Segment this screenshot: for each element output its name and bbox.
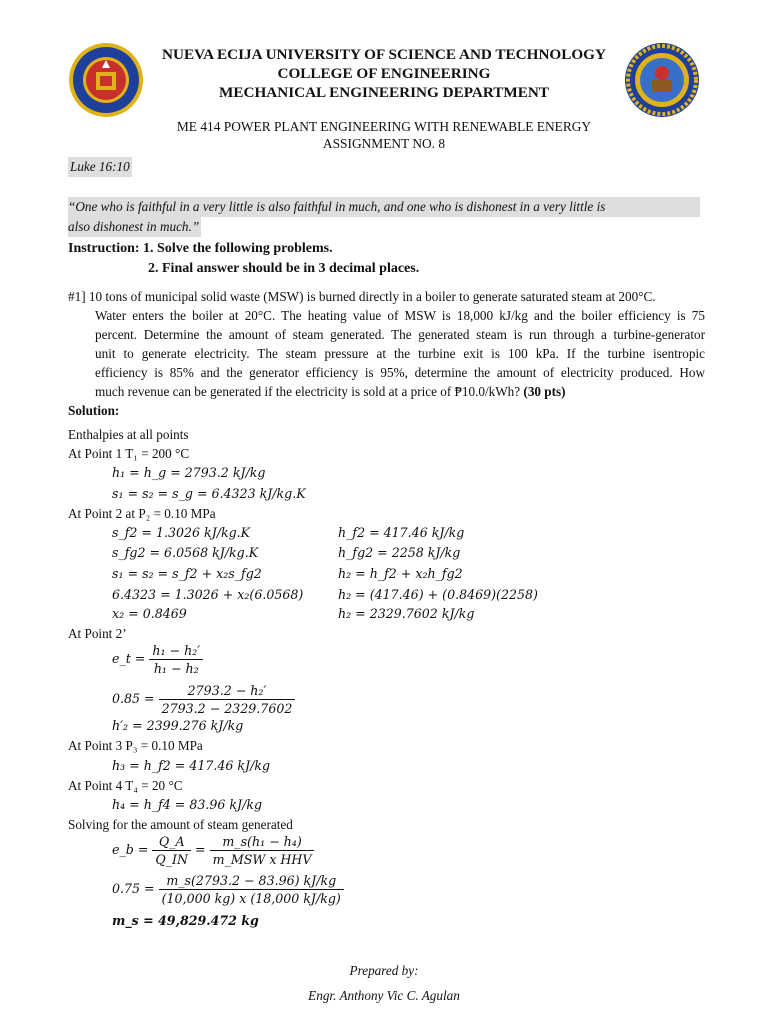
eq-h4: h₄ = h_f4 = 83.96 kJ/kg: [112, 797, 263, 812]
problem-line-3: percent. Determine the amount of steam generated. The generated steam is run through a turbine-generator: [95, 327, 705, 342]
preparer-name: Engr. Anthony Vic C. Agulan: [308, 988, 460, 1003]
eq-s-relation: s₁ = s₂ = s_f2 + x₂s_fg2: [112, 566, 262, 581]
point-3-heading: At Point 3 P₃ = 0.10 MPa: [68, 738, 203, 753]
verse-reference: Luke 16:10: [68, 157, 132, 177]
verse-line-1: “One who is faithful in a very little is also faithful in much, and one who is dishonest in a very little is: [68, 197, 700, 217]
eb-equals: =: [195, 842, 206, 857]
university-name: NUEVA ECIJA UNIVERSITY OF SCIENCE AND TECHNOLOGY: [162, 46, 606, 63]
eb-denominator-1: Q_IN: [155, 852, 189, 867]
department-name: MECHANICAL ENGINEERING DEPARTMENT: [219, 84, 549, 101]
eq-sf2: s_f2 = 1.3026 kJ/kg.K: [112, 525, 251, 540]
eq-turbine-efficiency: [112, 642, 203, 677]
eb-lhs: e_b =: [112, 842, 149, 857]
college-name: COLLEGE OF ENGINEERING: [277, 65, 491, 82]
course-title: ME 414 POWER PLANT ENGINEERING WITH RENEWABLE ENERGY: [176, 119, 592, 134]
problem-line-4: unit to generate electricity. The steam pressure at the turbine exit is 100 kPa. If the turbine isentropic: [95, 346, 705, 361]
problem-line-2: Water enters the boiler at 20°C. The heating value of MSW is 18,000 kJ/kg and the boiler efficiency is 75: [95, 308, 705, 323]
eq-sfg2: s_fg2 = 6.0568 kJ/kg.K: [112, 545, 259, 560]
problem-points: (30 pts): [523, 384, 566, 399]
point-4-heading: At Point 4 T₄ = 20 °C: [68, 778, 183, 793]
et2-lhs: 0.85 =: [112, 691, 155, 706]
et-lhs: e_t =: [112, 651, 146, 666]
enthalpies-heading: Enthalpies at all points: [68, 427, 189, 442]
eq-h2: h₂ = 2329.7602 kJ/kg: [338, 606, 475, 621]
problem-line-6-text: much revenue can be generated if the electricity is sold at a price of ₱10.0/kWh?: [95, 384, 521, 399]
eq-h-relation: h₂ = h_f2 + x₂h_fg2: [338, 566, 463, 581]
eq-s1: s₁ = s₂ = s_g = 6.4323 kJ/kg.K: [112, 486, 306, 501]
point-2-heading: At Point 2 at P₂ = 0.10 MPa: [68, 506, 216, 521]
eq-x2: x₂ = 0.8469: [112, 606, 187, 621]
steam-heading: Solving for the amount of steam generated: [68, 817, 293, 832]
et2-denominator: 2793.2 − 2329.7602: [161, 701, 293, 716]
solution-label: Solution:: [68, 403, 120, 418]
et2-numerator: 2793.2 − h₂′: [159, 682, 296, 700]
eq-s-substituted: 6.4323 = 1.3026 + x₂(6.0568): [112, 587, 304, 602]
eb-numerator-2: m_s(h₁ − h₄): [210, 833, 315, 851]
point-2-prime-heading: At Point 2’: [68, 626, 127, 641]
eb-fraction-2: [210, 833, 315, 868]
eq-boiler-efficiency-sub: [112, 872, 344, 907]
eq-steam-mass-result: m_s = 49,829.472 kg: [112, 913, 259, 928]
et-fraction: [149, 642, 203, 677]
problem-line-5: efficiency is 85% and the generator efficiency is 95%, determine the amount of electricity produced. How: [95, 365, 705, 380]
assignment-number: ASSIGNMENT NO. 8: [322, 136, 446, 151]
eb-fraction-1: [152, 833, 191, 868]
et2-fraction: [159, 682, 296, 717]
eb-denominator-2: m_MSW x HHV: [212, 852, 312, 867]
verse-line-2: also dishonest in much.”: [68, 217, 201, 237]
eb2-numerator: m_s(2793.2 − 83.96) kJ/kg: [159, 872, 344, 890]
problem-line-6: [95, 382, 566, 402]
eq-hf2: h_f2 = 417.46 kJ/kg: [338, 525, 465, 540]
et-numerator: h₁ − h₂′: [149, 642, 203, 660]
eq-h3: h₃ = h_f2 = 417.46 kJ/kg: [112, 758, 271, 773]
eb2-denominator: (10,000 kg) x (18,000 kJ/kg): [161, 891, 341, 906]
eq-boiler-efficiency: [112, 833, 314, 868]
eb-numerator-1: Q_A: [152, 833, 191, 851]
eb2-fraction: [159, 872, 344, 907]
eq-h-substituted: h₂ = (417.46) + (0.8469)(2258): [338, 587, 538, 602]
eb2-lhs: 0.75 =: [112, 881, 155, 896]
instruction-line-1: Instruction: 1. Solve the following problems.: [68, 241, 333, 256]
instruction-line-2: 2. Final answer should be in 3 decimal places.: [148, 261, 420, 276]
point-1-heading: At Point 1 T₁ = 200 °C: [68, 446, 190, 461]
et-denominator: h₁ − h₂: [153, 661, 199, 676]
prepared-by-label: Prepared by:: [349, 963, 419, 978]
eq-turbine-efficiency-sub: [112, 682, 295, 717]
eq-h1: h₁ = h_g = 2793.2 kJ/kg: [112, 465, 266, 480]
problem-line-1: #1] 10 tons of municipal solid waste (MSW) is burned directly in a boiler to generate saturated steam at 200°C.: [68, 289, 656, 304]
eq-hfg2: h_fg2 = 2258 kJ/kg: [338, 545, 461, 560]
eq-h2-prime: h′₂ = 2399.276 kJ/kg: [112, 718, 244, 733]
